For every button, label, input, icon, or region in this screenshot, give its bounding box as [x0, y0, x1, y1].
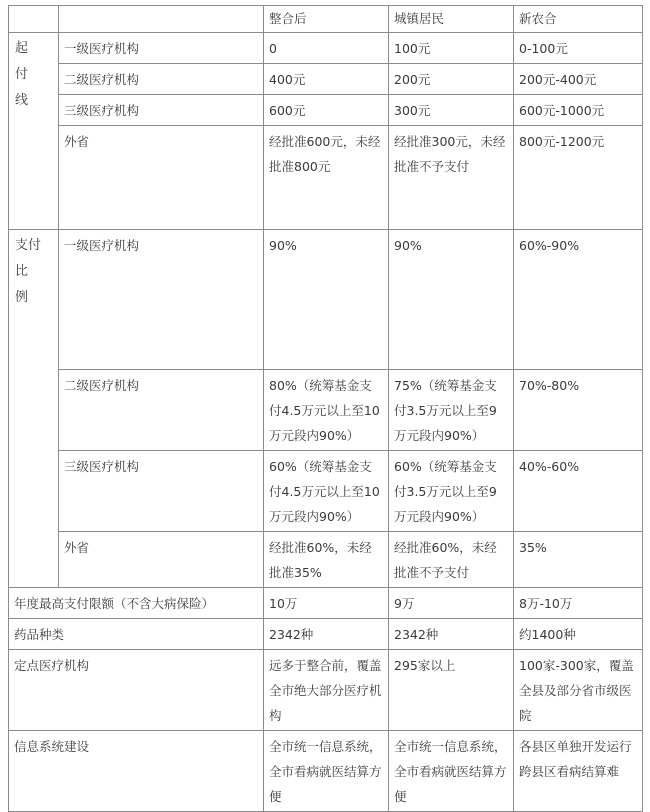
- table-cell: 100家-300家，覆盖全县及部分省市级医院: [514, 650, 643, 731]
- row-label: 二级医疗机构: [59, 64, 264, 95]
- table-cell: 200元-400元: [514, 64, 643, 95]
- table-cell: 100元: [389, 33, 514, 64]
- row-label: 三级医疗机构: [59, 95, 264, 126]
- table-cell: 0-100元: [514, 33, 643, 64]
- group-label-char: 起: [15, 41, 29, 56]
- table-row: [9, 451, 643, 532]
- table-cell: 70%-80%: [514, 370, 643, 451]
- table-cell: 全市统一信息系统，全市看病就医结算方便: [264, 731, 389, 812]
- table-cell: 经批准60%，未经批准35%: [264, 532, 389, 588]
- group-label-payment-ratio: [9, 230, 59, 588]
- comparison-table-container: [8, 5, 643, 812]
- table-cell: 8万-10万: [514, 588, 643, 619]
- header-cell-blank-2: [59, 6, 264, 33]
- table-cell: 400元: [264, 64, 389, 95]
- table-cell: 约1400种: [514, 619, 643, 650]
- table-cell: 经批准300元，未经批准不予支付: [389, 126, 514, 230]
- table-cell: 600元-1000元: [514, 95, 643, 126]
- table-row: [9, 731, 643, 812]
- header-cell-blank-1: [9, 6, 59, 33]
- table-cell: 600元: [264, 95, 389, 126]
- table-row: [9, 370, 643, 451]
- table-cell: 各县区单独开发运行跨县区看病结算难: [514, 731, 643, 812]
- table-cell: 经批准60%，未经批准不予支付: [389, 532, 514, 588]
- table-row: [9, 532, 643, 588]
- table-header-row: [9, 6, 643, 33]
- table-cell: 远多于整合前，覆盖全市绝大部分医疗机构: [264, 650, 389, 731]
- table-cell: 80%（统筹基金支付4.5万元以上至10万元段内90%）: [264, 370, 389, 451]
- table-cell: 40%-60%: [514, 451, 643, 532]
- table-row: [9, 588, 643, 619]
- row-label: 外省: [59, 532, 264, 588]
- group-label-char: 付: [15, 67, 29, 82]
- table-row: [9, 33, 643, 64]
- group-label-deductible: [9, 33, 59, 230]
- group-label-char: 线: [15, 93, 29, 108]
- row-label: 一级医疗机构: [59, 33, 264, 64]
- header-new-rural-coop: 新农合: [514, 6, 643, 33]
- table-row: [9, 64, 643, 95]
- table-row: [9, 230, 643, 370]
- medical-insurance-comparison-table: [8, 5, 643, 812]
- table-cell: 60%（统筹基金支付3.5万元以上至9万元段内90%）: [389, 451, 514, 532]
- row-label: 三级医疗机构: [59, 451, 264, 532]
- table-cell: 60%-90%: [514, 230, 643, 370]
- table-cell: 经批准600元，未经批准800元: [264, 126, 389, 230]
- row-label: 年度最高支付限额（不含大病保险）: [9, 588, 264, 619]
- table-cell: 60%（统筹基金支付4.5万元以上至10万元段内90%）: [264, 451, 389, 532]
- table-row: [9, 95, 643, 126]
- table-row: [9, 619, 643, 650]
- table-row: [9, 650, 643, 731]
- table-cell: 9万: [389, 588, 514, 619]
- table-cell: 800元-1200元: [514, 126, 643, 230]
- row-label: 信息系统建设: [9, 731, 264, 812]
- table-cell: 35%: [514, 532, 643, 588]
- row-label: 一级医疗机构: [59, 230, 264, 370]
- table-cell: 2342种: [389, 619, 514, 650]
- table-cell: 90%: [389, 230, 514, 370]
- table-row: [9, 126, 643, 230]
- table-cell: 75%（统筹基金支付3.5万元以上至9万元段内90%）: [389, 370, 514, 451]
- group-label-line: 支付比: [15, 238, 42, 279]
- table-cell: 90%: [264, 230, 389, 370]
- table-cell: 295家以上: [389, 650, 514, 731]
- table-cell: 10万: [264, 588, 389, 619]
- table-cell: 300元: [389, 95, 514, 126]
- table-cell: 2342种: [264, 619, 389, 650]
- group-label-line: 例: [15, 290, 29, 305]
- row-label: 定点医疗机构: [9, 650, 264, 731]
- header-urban-residents: 城镇居民: [389, 6, 514, 33]
- table-cell: 200元: [389, 64, 514, 95]
- row-label: 药品种类: [9, 619, 264, 650]
- table-cell: 0: [264, 33, 389, 64]
- table-cell: 全市统一信息系统，全市看病就医结算方便: [389, 731, 514, 812]
- header-integrated: 整合后: [264, 6, 389, 33]
- row-label: 外省: [59, 126, 264, 230]
- row-label: 二级医疗机构: [59, 370, 264, 451]
